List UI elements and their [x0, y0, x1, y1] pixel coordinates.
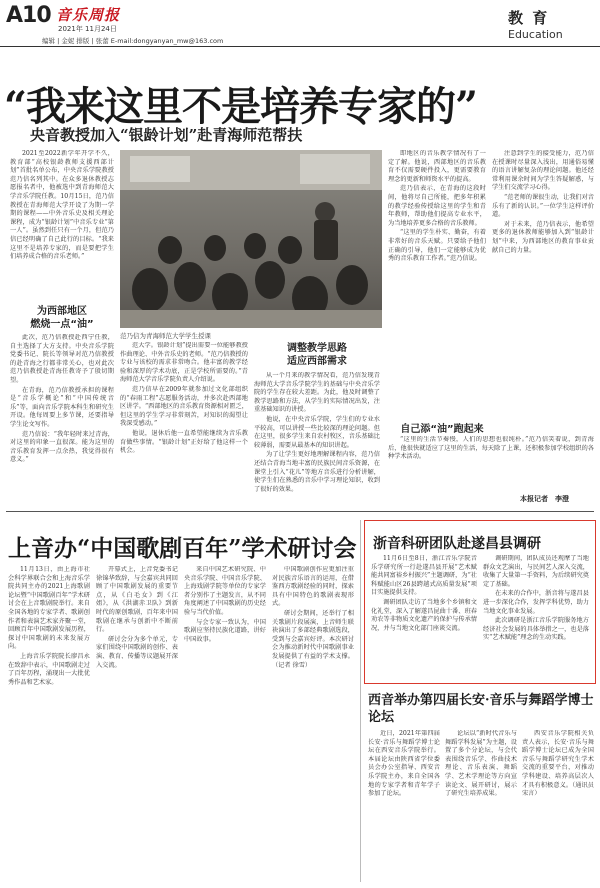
- xian-paragraph: 西安音乐学院相关负责人表示，长安·音乐与舞蹈学博士论坛已成为全国音乐与舞蹈学研究生学术交流的重要平台，对推动学科建设、培养高层次人才具有积极意义。（通讯员 宋言）: [522, 730, 594, 798]
- lead-paragraph: 2021至2022新学年开学不久，教育部“高校银龄教师支援西部计划”首批名单公布，中央音乐学院教授范乃信名列其中。在众多退休教授志愿报名者中，他被选中到青海师范大学音乐学院任教。10月15日，范乃信教授在青海师范大学开设了为期一学期的课程——中外音乐史及相关理论课程，成为“银龄计划”中音乐专业“第一人”。虽然到任只有一个月，但范乃信已经明确了自己此行的目标。“我来这里不是培养专家的，而是要把学生们培养成合格的音乐老师。”: [10, 150, 114, 261]
- zhejiang-column-1: [371, 555, 477, 679]
- zhejiang-column-2: [483, 555, 589, 679]
- section-subtitle: Education: [508, 28, 563, 41]
- lead-column-2: [120, 342, 248, 502]
- zhejiang-paragraph: 11月6日至8日，浙江音乐学院音乐学研究所一行赴遂昌县开展“艺术赋能共同富裕乡村振兴”主题调研，为“社科赋能山区26县跨越式高质量发展”项目实施提供支持。: [371, 555, 477, 597]
- masthead-logo: 音乐周报: [56, 6, 121, 24]
- lead-paragraph: 即地区的音乐教学情况有了一定了解。他说，西部地区的音乐教育不仅需要硬件投入，更需要教育理念的更新和师资水平的提高。: [388, 150, 486, 183]
- opera-paragraph: 开幕式上，上音党委书记徐锦华致辞，与会嘉宾共同回顾了中国歌剧发展的重要节点，从《白毛女》到《江姐》，从《洪湖赤卫队》到新时代的原创歌剧，百年来中国歌剧在继承与创新中不断前行。: [96, 566, 178, 634]
- lead-paragraph: 注意到学生的接受能力，范乃信在授课时尽量深入浅出，用通俗易懂的语言讲解复杂的理论问题。他还经常利用课余时间为学生答疑解惑，与学生们交流学习心得。: [492, 150, 594, 192]
- lead-subhead-2: 调整教学思路 适应西部需求: [287, 343, 347, 367]
- lead-column-1b: [10, 334, 114, 502]
- page-number: A10: [6, 3, 51, 28]
- section-title: 教 育: [508, 9, 550, 27]
- zhejiang-paragraph: 调研团队走访了当地多个乡镇和文化礼堂，深入了解遂昌昆曲十番、班春劝农等非物质文化遗产的保护与传承情况，并与当地文化部门座谈交流。: [371, 598, 477, 632]
- zhejiang-paragraph: 此次调研是浙江音乐学院服务地方经济社会发展的具体举措之一，也是落实“艺术赋能”理念的生动实践。: [483, 617, 589, 642]
- zhejiang-paragraph: 在未来的合作中，浙音将与遂昌县进一步深化合作，发挥学科优势，助力当地文化事业发展。: [483, 590, 589, 615]
- lead-paragraph: 从一个月来的教学情况看，范乃信发现青海师范大学音乐学院学生的基础与中央音乐学院的学生存在较大差距。为此，他及时调整了教学思路和方法，从学生的实际情况出发，注重基础知识的讲授。: [254, 372, 380, 414]
- lead-paragraph: 他说，退休后他一直希望能继续为音乐教育做些事情。“银龄计划”正好给了他这样一个机会。: [120, 429, 248, 455]
- lead-paragraph: 他说，在中央音乐学院，学生们的专业水平较高，可以讲授一些比较深的理论问题。但在这里，很多学生来自农村牧区，音乐基础比较薄弱，需要从最基本的知识讲起。: [254, 415, 380, 449]
- xian-headline: 西音举办第四届长安·音乐与舞蹈学博士论坛: [368, 693, 594, 725]
- opera-column-3: [184, 566, 266, 880]
- lead-paragraph: 范大学。银龄计划”提出需要一位能够教授作曲理论、中外音乐史的老师。“范乃信教授的专业与该校的需求非常吻合。他丰富的教学经验和深厚的学术功底，正是学校所需要的。”青海师范大学音乐学院负责人介绍说。: [120, 342, 248, 384]
- lead-paragraph: 此次，范乃信教授赴西宁任教，自主选择了大方支持。中央音乐学院党委书记、院长等领导对范乃信教授的赴青海之行都非常关心，也对此次范乃信教授赴青海任教寄予了殷切期望。: [10, 334, 114, 384]
- opera-paragraph: 研讨会期间，还举行了相关歌剧片段展演，上音师生联袂演出了多部经典歌剧选段，受到与会嘉宾好评。本次研讨会为推动新时代中国歌剧事业发展提供了有益的学术支撑。（记者 徐雪）: [272, 609, 354, 669]
- page-header: [0, 0, 600, 60]
- zhejiang-headline: 浙音科研团队赴遂昌县调研: [373, 536, 541, 552]
- opera-paragraph: 与会专家一致认为，中国歌剧应坚持民族化道路，讲好中国故事。: [184, 618, 266, 643]
- classroom-photo: [120, 150, 382, 328]
- lead-column-5b: [388, 436, 594, 492]
- xian-column-3: [522, 730, 594, 882]
- opera-headline: 上音办“中国歌剧百年”学术研讨会: [8, 535, 357, 562]
- lead-paragraph: “范老师的课很生动，让我们对音乐有了新的认识。”一位学生这样评价道。: [492, 193, 594, 219]
- lead-paragraph: “这里的生活节奏慢，人们的思想也很纯朴。”范乃信笑着说，到青海后，他很快就适应了这里的生活，每天除了上课，还积极参加学校组织的各种学术活动。: [388, 436, 594, 461]
- lead-photo: [120, 150, 382, 328]
- lead-paragraph: “这里的学生朴实、勤奋，有着非常好的音乐天赋。只要给予他们正确的引导，他们一定能够成为优秀的音乐教育工作者。”范乃信说。: [388, 229, 486, 263]
- lead-paragraph: 范乃信早在2009年就参加过文化部组织的“春雨工程”志愿服务活动，并多次赴西部地区讲学。“西部地区的音乐教育资源相对匮乏，但这里的学生学习非常刻苦，对知识的渴望让我深受感动。”: [120, 385, 248, 428]
- zhejiang-article-box: [364, 520, 596, 684]
- lead-column-5: [492, 150, 594, 412]
- lead-column-3: [254, 372, 380, 502]
- section-divider: [6, 511, 594, 512]
- lead-paragraph: 为了让学生更好地理解课程内容，范乃信还结合青海当地丰富的民族民间音乐资源，在课堂上引入“花儿”等地方音乐进行分析讲解，使学生们在熟悉的音乐中学习理论知识，收到了很好的效果。: [254, 451, 380, 493]
- opera-paragraph: 研讨会分为多个单元，专家们围绕中国歌剧的创作、表演、教育、传播等议题展开深入交流。: [96, 635, 178, 669]
- opera-column-1: [8, 566, 90, 880]
- lead-byline: 本报记者 李澄: [520, 495, 569, 503]
- opera-paragraph: 来自中国艺术研究院、中央音乐学院、中国音乐学院、上海戏剧学院等单位的专家学者分别作了主题发言，从不同角度阐述了中国歌剧的历史经验与当代价值。: [184, 566, 266, 616]
- issue-date: 2021年 11月24日: [58, 25, 117, 33]
- header-rule: [0, 46, 600, 47]
- xian-paragraph: 论坛以“新时代音乐与舞蹈学科发展”为主题，设置了多个分论坛，与会代表围绕音乐学、作曲技术理论、音乐表演、舞蹈学、艺术学理论等方向宣读论文、展开研讨，展示了研究生培养成果。: [445, 730, 517, 798]
- opera-paragraph: 上海音乐学院院长廖昌永在致辞中表示，中国歌剧走过了百年历程，涌现出一大批优秀作品和艺术家。: [8, 652, 90, 686]
- opera-column-4: [272, 566, 354, 880]
- lead-column-1: [10, 150, 114, 302]
- xian-column-1: [368, 730, 440, 882]
- editor-credits: 编辑 | 金妮 排版 | 张蕾 E-mail:dongyanyan_mw@163.com: [42, 37, 224, 45]
- lead-paragraph: 范乃信说：“我年轻时来过青海，对这里的印象一直很深。能为这里的音乐教育发挥一点余热，我觉得很有意义。”: [10, 430, 114, 464]
- lead-subheadline: 央音教授加入“银龄计划”赴青海师范帮扶: [30, 126, 303, 144]
- xian-paragraph: 近日，2021年第四届长安·音乐与舞蹈学博士论坛在西安音乐学院举行。本届论坛由陕西省学位委员会办公室指导、西安音乐学院主办，来自全国各地的专家学者和青年学子参加了论坛。: [368, 730, 440, 798]
- opera-paragraph: 11月13日，由上海市社会科学界联合会和上海音乐学院共同主办的2021上海歌剧论坛暨“中国歌剧百年”学术研讨会在上音歌剧院举行。来自全国各地的专家学者、歌剧创作者和表演艺术家齐聚一堂，回顾百年中国歌剧发展历程，探讨中国歌剧的未来发展方向。: [8, 566, 90, 651]
- zhejiang-paragraph: 调研期间，团队成员还观摩了当地群众文艺演出，与民间艺人深入交流，收集了大量第一手资料，为后续研究奠定了基础。: [483, 555, 589, 588]
- xian-column-2: [445, 730, 517, 882]
- photo-caption: 范乃信为青海师范大学学生授课: [120, 332, 211, 340]
- column-divider: [360, 520, 361, 882]
- lead-subhead-1: 为西部地区 燃烧一点“油”: [30, 306, 94, 330]
- lead-headline: “我来这里不是培养专家的”: [4, 83, 478, 130]
- lead-paragraph: 对于未来，范乃信表示，他希望更多的退休教师能够加入到“银龄计划”中来，为西部地区的教育事业贡献自己的力量。: [492, 220, 594, 254]
- opera-column-2: [96, 566, 178, 880]
- opera-paragraph: 中国歌剧创作应更加注重对民族音乐语言的运用，在借鉴西方歌剧经验的同时，探索具有中国特色的歌剧表现形式。: [272, 566, 354, 608]
- lead-subhead-3: 自己添“油”跑起来: [400, 424, 484, 435]
- lead-paragraph: 范乃信表示，在青海的这段时间，他将尽自己所能，把多年积累的教学经验传授给这里的学生和青年教师，帮助他们提高专业水平，为当地培养更多合格的音乐教师。: [388, 185, 486, 227]
- lead-paragraph: 在青海，范乃信教授承担的课程是“音乐学概论”和“中国传统音乐”等，面向音乐学院本科生和研究生开设。他每周要上多节课，还要指导学生论文写作。: [10, 386, 114, 428]
